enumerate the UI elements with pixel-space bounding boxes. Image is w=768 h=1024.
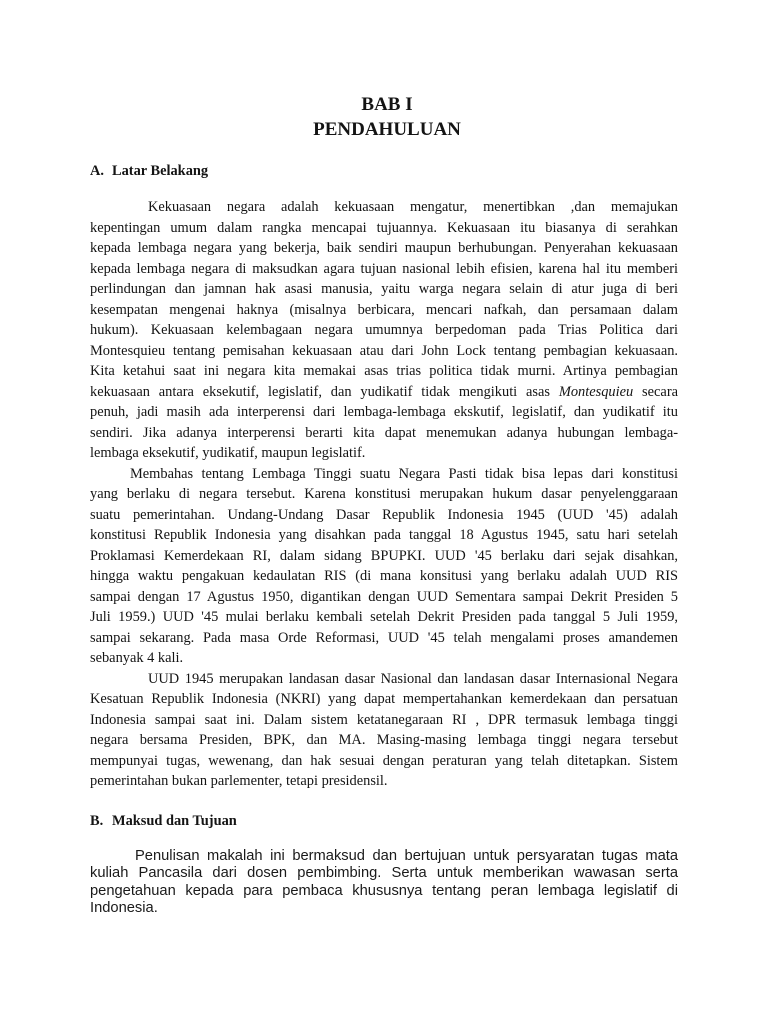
text-line: UUD 1945 merupakan landasan dasar Nasional dan landasan dasar Internasional Negara [148,670,678,687]
text-line: perlindungan dan jamnan hak asasi manusia, yaitu warga negara selain di atur juga di beri [90,281,678,297]
text-line: Juli 1959.) UUD '45 mulai berlaku kembali setelah Dekrit Presiden pada tanggal 5 Juli 1959, [90,609,678,625]
chapter-title: PENDAHULUAN [313,119,461,140]
text-line: kesempatan mengenai haknya (misalnya berbicara, mencari nafkah, dan persamaan dalam [90,301,678,318]
text-line: Montesquieu tentang pemisahan kekuasaan atau dari John Lock tentang pembagian kekuasaan. [90,342,678,359]
section-title: Maksud dan Tujuan [112,813,237,829]
emphasized-text: Montesquieu [558,383,634,400]
section-heading-latar-belakang [90,161,208,181]
text-line: sampai sekarang. Pada masa Orde Reformasi, UUD '45 telah mengalami proses amandemen [90,629,678,646]
text-line: kepada lembaga negara yang bekerja, baik sendiri maupun berhubungan. Penyerahan kekuasaan [90,240,678,256]
paragraph [90,464,678,669]
text-line: Penulisan makalah ini bermaksud dan bertujuan untuk persyaratan tugas mata [135,848,678,864]
section-body-maksud-dan-tujuan [90,848,678,918]
text-line: negara bersama Presiden, BPK, dan MA. Masing-masing lembaga tinggi negara tersebut [90,732,678,748]
text-segment: kekuasaan antara eksekutif, legislatif, dan yudikatif tidak mengikuti asas [90,383,559,400]
text-line: sampai dengan 17 Agustus 1950, digantikan dengan UUD Sementara sampai Dekrit Presiden 5 [90,588,678,605]
text-line: pemerintahan bukan parlementer, tetapi presidensil. [90,773,388,789]
text-line: sebanyak 4 kali. [90,650,184,666]
text-line [90,382,678,403]
section-label: A. [90,163,104,179]
text-line: Kita ketahui saat ini negara kita memakai asas trias politica tidak murni. Artinya pembagian [90,363,678,379]
text-line: mempunyai tugas, wewenang, dan hak sesuai dengan peraturan yang telah ditetapkan. Sistem [90,752,678,769]
section-heading-maksud-dan-tujuan [90,811,237,831]
paragraph [90,848,678,918]
paragraph [90,669,678,792]
text-line: pengetahuan kepada para pembaca khususnya tentang peran lembaga legislatif di [90,882,678,899]
chapter-number: BAB I [361,94,413,115]
text-line: kuliah Pancasila dari dosen pembimbing. Serta untuk memberikan wawasan serta [90,865,678,882]
paragraph [90,197,678,464]
text-line: Kesatuan Republik Indonesia (NKRI) yang dapat mempertahankan kemerdekaan dan persatuan [90,691,678,707]
text-segment: secara [633,383,678,400]
text-line: Kekuasaan negara adalah kekuasaan mengatur, menertibkan ,dan memajukan [148,199,678,215]
chapter-heading [3,92,768,142]
text-line: Indonesia sampai saat ini. Dalam sistem ketatanegaraan RI , DPR termasuk lembaga tinggi [90,711,678,728]
text-line: kepada lembaga negara di maksudkan agara tujuan nasional lebih efisien, karena hal itu memberi [90,260,678,277]
text-line: lembaga eksekutif, yudikatif, maupun legislatif. [90,445,366,461]
section-body-latar-belakang [90,197,678,792]
text-line: penuh, jadi masih ada interperensi dari lembaga-lembaga ekskutif, legislatif, dan yudikatif itu [90,404,678,420]
section-label: B. [90,813,104,829]
text-line: yang berlaku di negara tersebut. Karena konstitusi merupakan hukum dasar penyelenggaraan [90,486,678,502]
text-line: Membahas tentang Lembaga Tinggi suatu Negara Pasti tidak bisa lepas dari konstitusi [130,465,678,482]
text-line: hingga waktu pengakuan kedaulatan RIS (di mana konsitusi yang berlaku adalah UUD RIS [90,568,678,584]
text-line: kepentingan umum dalam rangka mencapai tujuannya. Kekuasaan itu biasanya di serahkan [90,219,678,236]
text-line: Proklamasi Kemerdekaan RI, dalam sidang BPUPKI. UUD '45 berlaku dari sejak disahkan, [90,547,678,564]
section-title: Latar Belakang [112,163,209,179]
text-line: konstitusi Republik Indonesia yang disahkan pada tanggal 18 Agustus 1945, satu hari setelah [90,527,678,543]
text-line: Indonesia. [90,900,158,917]
text-line: sendiri. Jika adanya interperensi berarti kita dapat menemukan adanya hubungan lembaga- [90,424,678,441]
text-line: suatu pemerintahan. Undang-Undang Dasar Republik Indonesia 1945 (UUD '45) adalah [90,506,678,523]
text-line: hukum). Kekuasaan kelembagaan negara umumnya berpedoman pada Trias Politica dari [90,322,678,338]
